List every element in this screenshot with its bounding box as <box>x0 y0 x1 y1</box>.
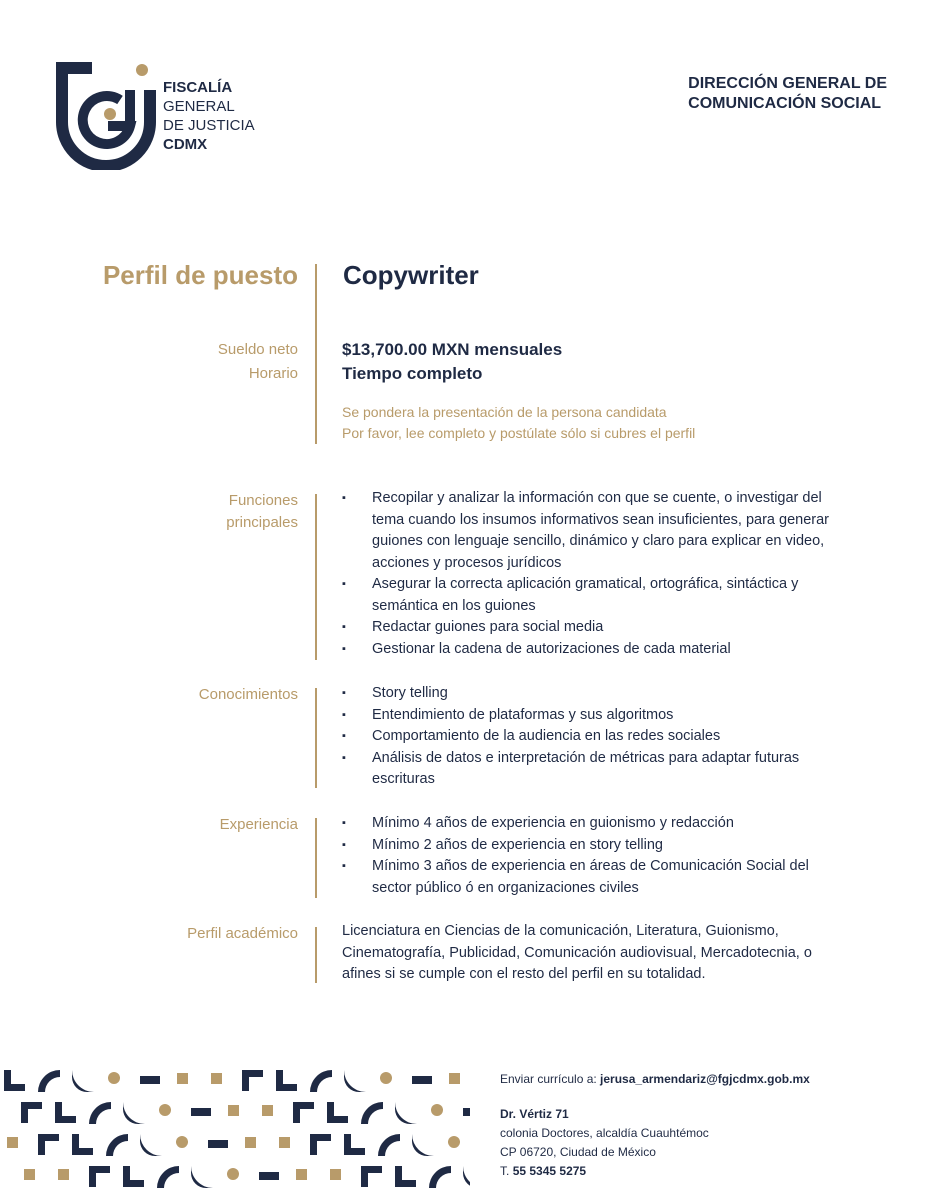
list-item: ▪ Mínimo 2 años de experiencia en story telling <box>342 835 842 857</box>
pattern-shape <box>177 1073 188 1084</box>
logo-wordmark <box>163 78 255 154</box>
pattern-shape <box>310 1134 331 1155</box>
pattern-shape <box>72 1134 93 1155</box>
pattern-shape <box>361 1102 383 1124</box>
pattern-shape <box>140 1134 162 1156</box>
list-item: ▪ Entendimiento de plataformas y sus algoritmos <box>342 705 842 727</box>
knowledge-list <box>342 683 842 791</box>
pattern-shape <box>344 1134 365 1155</box>
pattern-shape <box>327 1102 348 1123</box>
department-name <box>688 74 887 114</box>
address-title: Dr. Vértiz 71 <box>500 1107 569 1121</box>
pattern-shape <box>191 1108 211 1116</box>
pattern-shape <box>463 1166 470 1188</box>
address-line: colonia Doctores, alcaldía Cuauhtémoc <box>500 1126 709 1140</box>
logo-line: GENERAL <box>163 98 235 115</box>
pattern-shape <box>378 1134 400 1156</box>
address-block <box>500 1105 709 1181</box>
divider-line <box>315 688 317 788</box>
job-title: Copywriter <box>343 260 479 290</box>
knowledge-label: Conocimientos <box>198 686 298 703</box>
note-line: Por favor, lee completo y postúlate sólo si cubres el perfil <box>342 425 696 441</box>
send-label: Enviar currículo a: <box>500 1072 597 1086</box>
divider-line <box>315 264 317 444</box>
pattern-shape <box>55 1102 76 1123</box>
pattern-shape <box>21 1102 42 1123</box>
pattern-shape <box>395 1102 417 1124</box>
pattern-shape <box>449 1073 460 1084</box>
pattern-shape <box>330 1169 341 1180</box>
list-item: ▪ Asegurar la correcta aplicación gramatical, ortográfica, sintáctica y semántica en los guiones <box>342 574 842 617</box>
pattern-shape <box>380 1072 392 1084</box>
list-item: ▪ Comportamiento de la audiencia en las redes sociales <box>342 726 842 748</box>
pattern-shape <box>208 1140 228 1148</box>
address-line: CP 06720, Ciudad de México <box>500 1145 656 1159</box>
note-line: Se pondera la presentación de la persona candidata <box>342 404 667 420</box>
pattern-shape <box>344 1070 366 1092</box>
pattern-shape <box>72 1070 94 1092</box>
list-item: ▪ Análisis de datos e interpretación de métricas para adaptar futuras escrituras <box>342 748 842 791</box>
pattern-shape <box>259 1172 279 1180</box>
pattern-shape <box>296 1169 307 1180</box>
pattern-shape <box>242 1070 263 1091</box>
pattern-shape <box>361 1166 382 1187</box>
pattern-shape <box>279 1137 290 1148</box>
academic-label: Perfil académico <box>187 925 298 942</box>
pattern-shape <box>38 1070 60 1092</box>
pattern-shape <box>58 1169 69 1180</box>
pattern-shape <box>412 1076 432 1084</box>
pattern-shape <box>123 1102 145 1124</box>
pattern-shape <box>448 1136 460 1148</box>
pattern-shape <box>89 1166 110 1187</box>
phone-line <box>500 1162 709 1181</box>
pattern-shape <box>211 1073 222 1084</box>
list-item: ▪ Redactar guiones para social media <box>342 617 842 639</box>
pattern-shape <box>176 1136 188 1148</box>
fgj-logo-icon <box>56 60 156 170</box>
experience-list <box>342 813 842 899</box>
pattern-shape <box>245 1137 256 1148</box>
list-item: ▪ Gestionar la cadena de autorizaciones de cada material <box>342 639 842 661</box>
pattern-shape <box>262 1105 273 1116</box>
list-item: ▪ Recopilar y analizar la información con que se cuente, o investigar del tema cuando los insumos informativos sean insuficientes, para generar guiones con lenguaje sencillo, dinámico y claro para explicar en video, acciones y procesos jurídicos <box>342 488 842 574</box>
pattern-shape <box>429 1166 451 1188</box>
department-line: COMUNICACIÓN SOCIAL <box>688 95 882 112</box>
pattern-shape <box>106 1134 128 1156</box>
pattern-shape <box>191 1166 213 1188</box>
send-cv-line <box>500 1070 810 1089</box>
pattern-shape <box>24 1169 35 1180</box>
pattern-shape <box>431 1104 443 1116</box>
functions-label-line: Funciones <box>228 492 298 509</box>
pattern-shape <box>123 1166 144 1187</box>
phone-label: T. <box>500 1164 510 1178</box>
pattern-shape <box>227 1168 239 1180</box>
logo-line: DE JUSTICIA <box>163 117 255 134</box>
pattern-shape <box>276 1070 297 1091</box>
pattern-shape <box>157 1166 179 1188</box>
salary-label: Sueldo neto <box>217 341 298 358</box>
schedule-label: Horario <box>248 365 298 382</box>
pattern-shape <box>463 1108 470 1116</box>
pattern-shape <box>228 1105 239 1116</box>
pattern-shape <box>38 1134 59 1155</box>
divider-line <box>315 494 317 660</box>
department-line: DIRECCIÓN GENERAL DE <box>688 75 887 92</box>
schedule-value: Tiempo completo <box>342 364 483 383</box>
functions-label <box>98 490 298 534</box>
divider-line <box>315 818 317 898</box>
salary-value: $13,700.00 MXN mensuales <box>342 340 563 359</box>
functions-list <box>342 488 842 660</box>
pattern-shape <box>89 1102 111 1124</box>
pattern-shape <box>7 1137 18 1148</box>
experience-label: Experiencia <box>219 816 298 833</box>
pattern-shape <box>293 1102 314 1123</box>
academic-text: Licenciatura en Ciencias de la comunicación, Literatura, Guionismo, Cinematografía, Publicidad, Comunicación audiovisual, Mercadotecnia, o afines si se cumple con el resto del perfil en su totalidad. <box>342 923 812 982</box>
pattern-shape <box>159 1104 171 1116</box>
logo-line: CDMX <box>163 136 208 153</box>
list-item: ▪ Story telling <box>342 683 842 705</box>
pattern-shape <box>108 1072 120 1084</box>
section-title: Perfil de puesto <box>102 260 298 290</box>
pattern-shape <box>412 1134 434 1156</box>
list-item: ▪ Mínimo 4 años de experiencia en guionismo y redacción <box>342 813 842 835</box>
logo-line: FISCALÍA <box>163 79 233 96</box>
pattern-shape <box>4 1070 25 1091</box>
pattern-shape <box>310 1070 332 1092</box>
pattern-shape <box>140 1076 160 1084</box>
phone-number: 55 5345 5275 <box>512 1164 587 1178</box>
list-item: ▪ Mínimo 3 años de experiencia en áreas de Comunicación Social del sector público ó en organizaciones civiles <box>342 856 842 899</box>
email-link[interactable]: jerusa_armendariz@fgjcdmx.gob.mx <box>600 1072 810 1086</box>
functions-label-line: principales <box>226 514 298 531</box>
pattern-shape <box>395 1166 416 1187</box>
divider-line <box>315 927 317 983</box>
decorative-pattern <box>0 1066 470 1199</box>
